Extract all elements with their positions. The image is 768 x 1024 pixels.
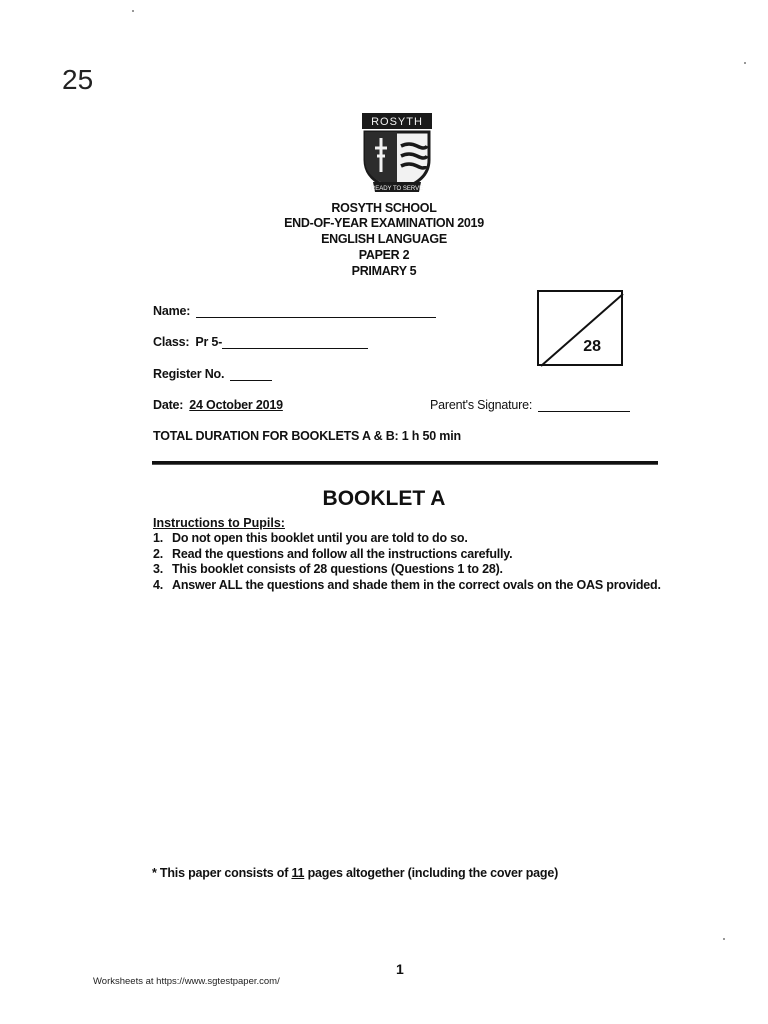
scan-speck (132, 10, 134, 12)
instruction-text: This booklet consists of 28 questions (Questions 1 to 28). (172, 562, 503, 576)
page-count-prefix: * This paper consists of (152, 866, 292, 880)
class-value: Pr 5- (195, 335, 223, 349)
date-field (153, 398, 283, 412)
register-field[interactable] (153, 367, 272, 381)
class-label: Class: (153, 335, 190, 349)
instruction-number: 4. (153, 577, 164, 592)
score-total: 28 (583, 338, 601, 355)
page-count-suffix: pages altogether (including the cover page) (304, 866, 559, 880)
instruction-text: Do not open this booklet until you are told to do so. (172, 531, 468, 545)
scan-speck (744, 62, 746, 64)
instruction-number: 2. (153, 546, 164, 561)
name-label: Name: (153, 304, 191, 318)
date-value: 24 October 2019 (189, 398, 283, 412)
booklet-title: BOOKLET A (322, 487, 446, 510)
exam-title: END-OF-YEAR EXAMINATION 2019 (284, 216, 484, 230)
instruction-item (153, 562, 663, 578)
subject-title: ENGLISH LANGUAGE (321, 232, 447, 246)
score-box[interactable] (537, 290, 623, 366)
crest-banner-text: ROSYTH (371, 116, 423, 128)
parent-signature-field[interactable] (430, 398, 630, 412)
parent-signature-line[interactable] (538, 399, 630, 412)
instruction-item (153, 531, 663, 547)
name-field[interactable] (153, 304, 436, 318)
class-field[interactable] (153, 335, 368, 349)
instruction-text: Answer ALL the questions and shade them in the correct ovals on the OAS provided. (172, 577, 661, 592)
school-crest-logo (361, 112, 433, 196)
register-label: Register No. (153, 367, 225, 381)
school-name: ROSYTH SCHOOL (331, 201, 437, 215)
instruction-number: 1. (153, 531, 164, 545)
class-line[interactable] (222, 336, 368, 349)
parent-signature-label: Parent's Signature: (430, 398, 533, 412)
instruction-item (153, 578, 663, 594)
instruction-text: Read the questions and follow all the instructions carefully. (172, 546, 513, 561)
page-count-note (152, 866, 558, 880)
scan-speck (723, 938, 725, 940)
duration-text: TOTAL DURATION FOR BOOKLETS A & B: 1 h 50 min (153, 429, 461, 443)
instruction-number: 3. (153, 562, 164, 576)
date-label: Date: (153, 398, 184, 412)
page-number-bottom: 1 (396, 961, 404, 977)
page-number-top: 25 (62, 64, 94, 95)
instruction-item (153, 547, 663, 563)
crest-motto-text: READY TO SERVE (370, 186, 424, 192)
name-line[interactable] (196, 305, 436, 318)
separator-rule-thin (152, 464, 658, 465)
footer-url: Worksheets at https://www.sgtestpaper.com/ (93, 976, 280, 987)
register-line[interactable] (230, 368, 272, 381)
crest-graphic (361, 112, 433, 196)
score-box-diagonal (539, 292, 625, 368)
page-count-value: 11 (291, 866, 305, 880)
instructions-heading: Instructions to Pupils: (153, 516, 285, 530)
instructions-list (153, 531, 663, 593)
level-title: PRIMARY 5 (351, 264, 417, 278)
paper-title: PAPER 2 (358, 248, 410, 262)
